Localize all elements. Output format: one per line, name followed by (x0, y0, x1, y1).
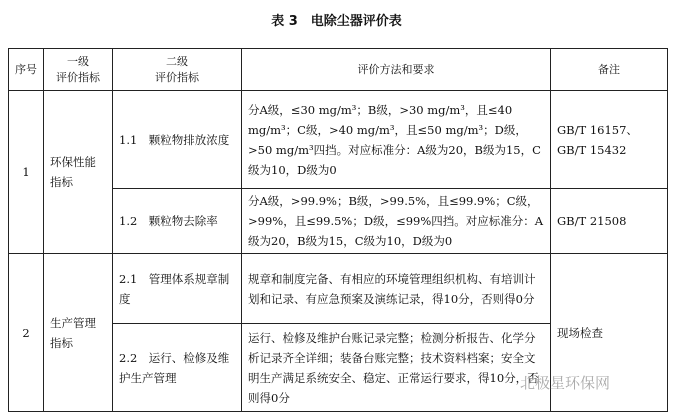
table-row (9, 254, 668, 324)
cell-note: GB/T 16157、GB/T 15432 (551, 91, 668, 189)
evaluation-table (8, 48, 668, 412)
cell-level2: 1.1 颗粒物排放浓度 (113, 91, 242, 189)
cell-level1: 环保性能指标 (44, 91, 113, 254)
cell-level2: 2.1 管理体系规章制度 (113, 254, 242, 324)
cell-level2: 2.2 运行、检修及维护生产管理 (113, 324, 242, 412)
cell-method: 运行、检修及维护台账记录完整；检测分析报告、化学分析记录齐全详细；装备台账完整；技术资料档案；安全文明生产满足系统安全、稳定、正常运行要求，得10分，否则得0分 (242, 324, 551, 412)
watermark: 北极星环保网 (520, 374, 611, 392)
header-level2: 二级 评价指标 (113, 49, 242, 91)
table-title: 表 3 电除尘器评价表 (271, 14, 402, 29)
table-row (9, 91, 668, 189)
cell-method: 规章和制度完备、有相应的环境管理组织机构、有培训计划和记录、有应急预案及演练记录，得10分，否则得0分 (242, 254, 551, 324)
cell-method: 分A级，≤30 mg/m³；B级，>30 mg/m³，且≤40 mg/m³；C级，>40 mg/m³，且≤50 mg/m³；D级，>50 mg/m³四挡。对应标准分：A级为20，B级为15，C级为10，D级为0 (242, 91, 551, 189)
cell-note: GB/T 21508 (551, 189, 668, 254)
header-level1: 一级 评价指标 (44, 49, 113, 91)
cell-note: 现场检查 (551, 254, 668, 412)
header-method: 评价方法和要求 (242, 49, 551, 91)
cell-no: 1 (9, 91, 44, 254)
cell-level1: 生产管理指标 (44, 254, 113, 412)
cell-method: 分A级，>99.9%；B级，>99.5%，且≤99.9%；C级，>99%，且≤99.5%；D级，≤99%四挡。对应标准分：A级为20，B级为15，C级为10，D级为0 (242, 189, 551, 254)
cell-level2: 1.2 颗粒物去除率 (113, 189, 242, 254)
header-note: 备注 (551, 49, 668, 91)
header-no: 序号 (9, 49, 44, 91)
cell-no: 2 (9, 254, 44, 412)
table-header-row (9, 49, 668, 91)
